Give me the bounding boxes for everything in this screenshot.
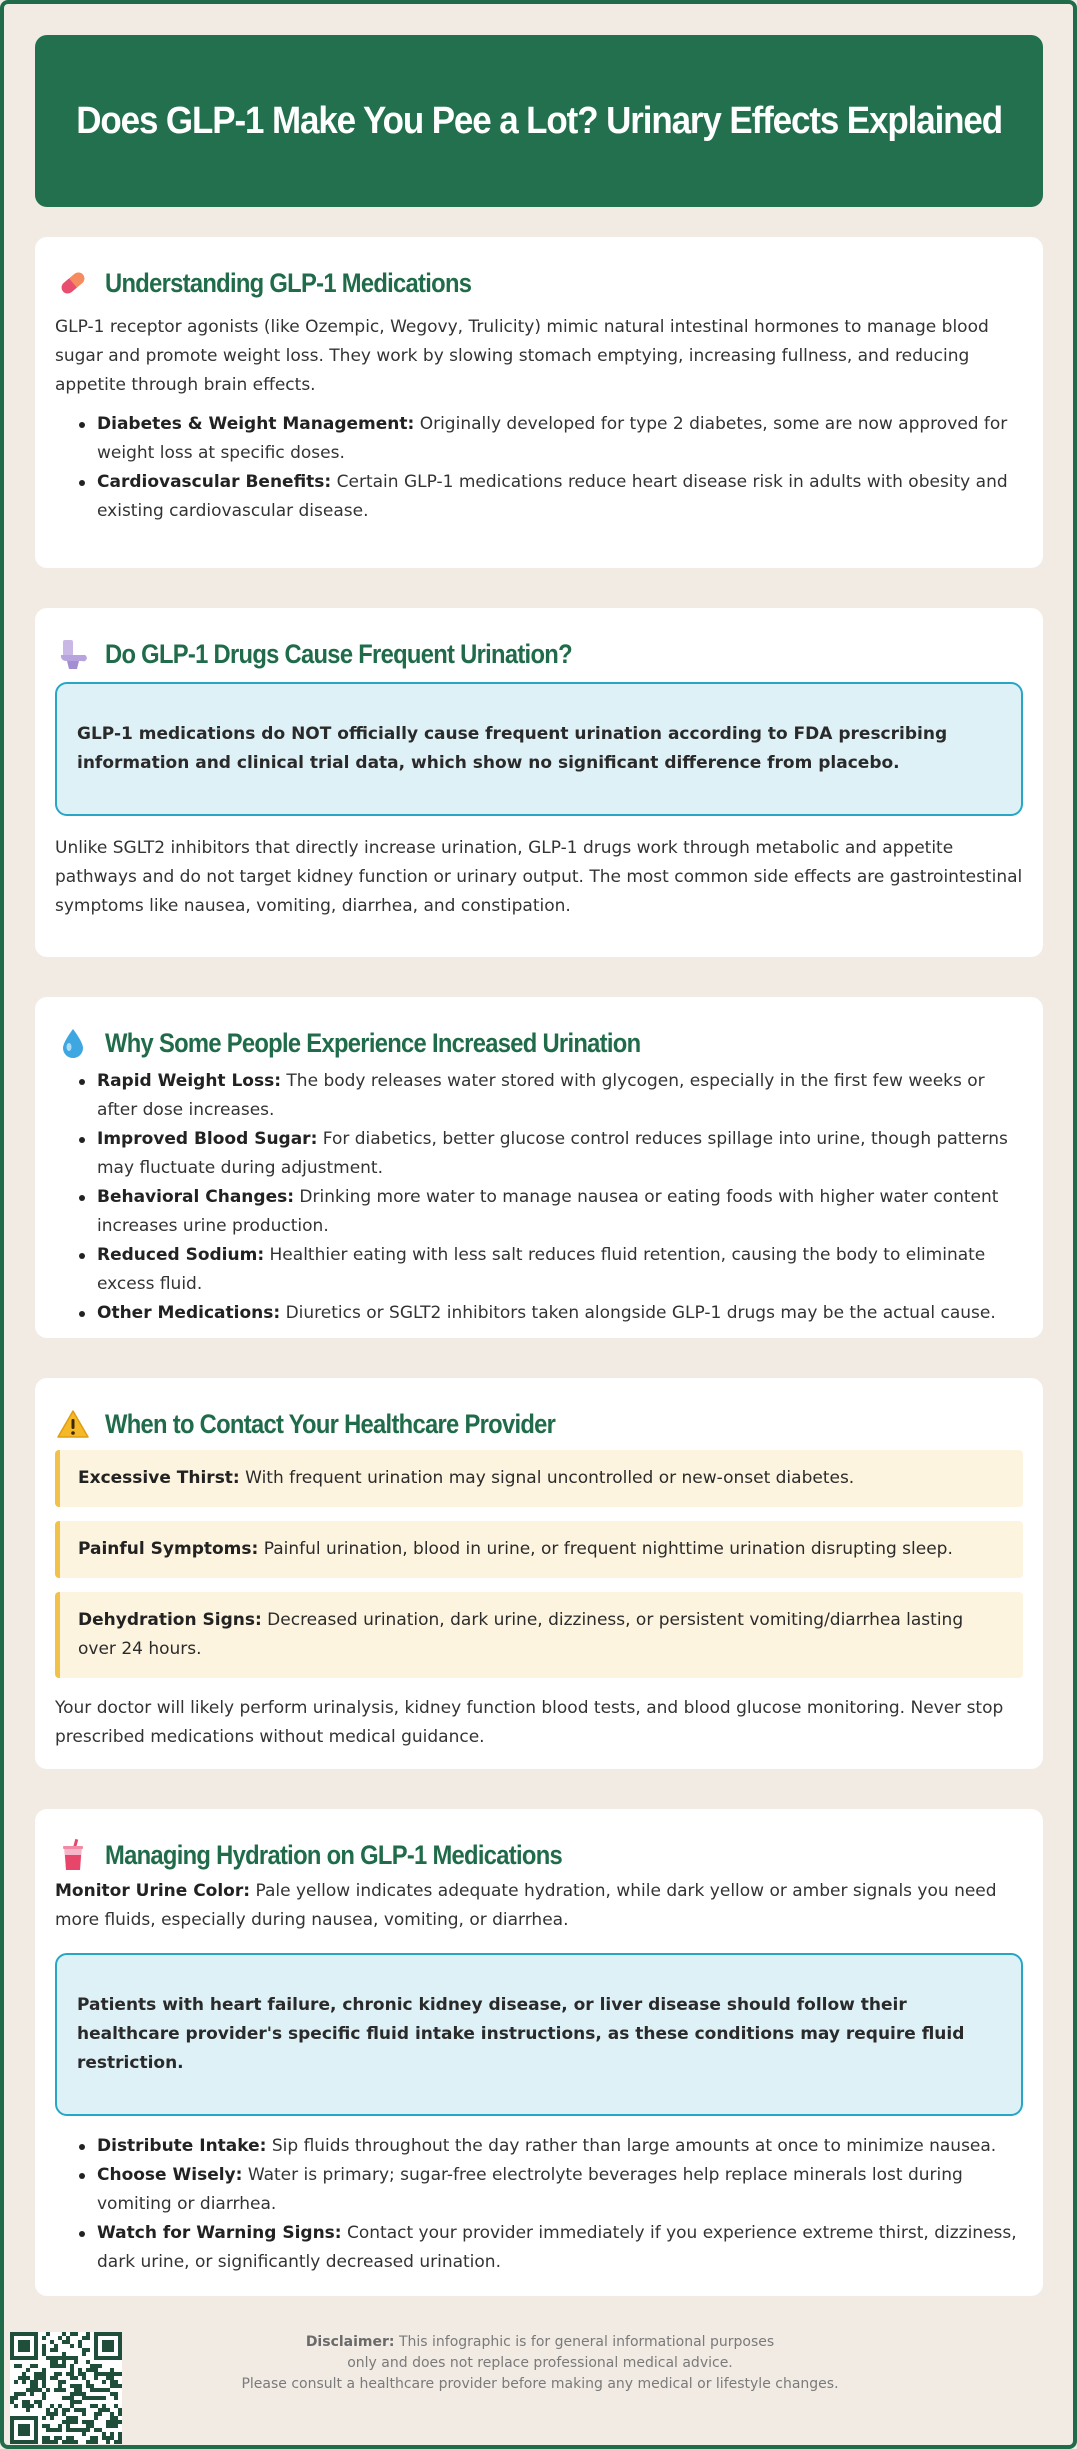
section-increased-urination xyxy=(35,997,1043,1338)
intro-label: Monitor Urine Color: xyxy=(55,1881,251,1901)
item-label: Behavioral Changes: xyxy=(97,1187,295,1207)
item-text: Originally developed for type 2 diabetes, some are now approved for weight loss at specific doses. xyxy=(97,414,1008,463)
section-contact-provider xyxy=(35,1378,1043,1769)
callout-text: Patients with heart failure, chronic kidney disease, or liver disease should follow their healthcare provider's specific fluid intake instructions, as these conditions may require fluid restriction. xyxy=(77,1995,965,2073)
list-item xyxy=(75,1299,1023,1328)
section-heading xyxy=(55,1835,1023,1875)
cup-icon xyxy=(55,1837,91,1873)
section-title: Do GLP-1 Drugs Cause Frequent Urination? xyxy=(105,638,572,669)
item-text: Water is primary; sugar-free electrolyte beverages help replace minerals lost during vomiting or diarrhea. xyxy=(97,2165,963,2214)
section-title: Managing Hydration on GLP-1 Medications xyxy=(105,1839,563,1870)
list-item xyxy=(75,1241,1023,1299)
list-item xyxy=(75,2132,1023,2161)
disclaimer-text: only and does not replace professional medical advice. xyxy=(347,2355,733,2371)
item-text: Healthier eating with less salt reduces fluid retention, causing the body to eliminate excess fluid. xyxy=(97,1245,986,1294)
fluid-callout xyxy=(55,1953,1023,2116)
warning-text: Decreased urination, dark urine, dizziness, or persistent vomiting/diarrhea lasting over 24 hours. xyxy=(78,1610,964,1659)
item-label: Cardiovascular Benefits: xyxy=(97,472,332,492)
warning-box xyxy=(55,1450,1023,1507)
item-text: Contact your provider immediately if you experience extreme thirst, dizziness, dark urine, or significantly decreased urination. xyxy=(97,2223,1017,2272)
page-header xyxy=(35,35,1043,207)
benefit-list xyxy=(55,410,1023,526)
footer xyxy=(0,2320,1077,2445)
disclaimer-label: Disclaimer: xyxy=(305,2334,395,2350)
item-label: Other Medications: xyxy=(97,1303,281,1323)
warning-text: Painful urination, blood in urine, or frequent nighttime urination disrupting sleep. xyxy=(258,1539,953,1559)
item-text: Drinking more water to manage nausea or eating foods with higher water content increases urine production. xyxy=(97,1187,999,1236)
section-managing-hydration xyxy=(35,1809,1043,2296)
item-text: For diabetics, better glucose control reduces spillage into urine, though patterns may fluctuate during adjustment. xyxy=(97,1129,1008,1178)
warning-label: Painful Symptoms: xyxy=(78,1539,259,1559)
section-title: Why Some People Experience Increased Urination xyxy=(105,1027,641,1058)
disclaimer-text: Please consult a healthcare provider before making any medical or lifestyle changes. xyxy=(241,2376,839,2392)
item-label: Improved Blood Sugar: xyxy=(97,1129,318,1149)
section-heading xyxy=(55,1023,1023,1063)
list-item xyxy=(75,468,1023,526)
page-title: Does GLP-1 Make You Pee a Lot? Urinary Effects Explained xyxy=(76,99,1002,142)
list-item xyxy=(75,1067,1023,1125)
section-heading xyxy=(55,634,1023,674)
disclaimer-text: This infographic is for general informational purposes xyxy=(394,2334,775,2350)
item-label: Diabetes & Weight Management: xyxy=(97,414,415,434)
list-item xyxy=(75,410,1023,468)
item-text: Certain GLP-1 medications reduce heart disease risk in adults with obesity and existing cardiovascular disease. xyxy=(97,472,1008,521)
section-title: Understanding GLP-1 Medications xyxy=(105,267,472,298)
warning-label: Excessive Thirst: xyxy=(78,1468,240,1488)
section-intro: GLP-1 receptor agonists (like Ozempic, Wegovy, Trulicity) mimic natural intestinal hormones to manage blood sugar and promote weight loss. They work by slowing stomach emptying, increasing fullness, and reducing appetite through brain effects. xyxy=(55,317,989,395)
fda-callout xyxy=(55,682,1023,816)
section-title: When to Contact Your Healthcare Provider xyxy=(105,1408,556,1439)
droplet-icon xyxy=(55,1025,91,1061)
warning-label: Dehydration Signs: xyxy=(78,1610,262,1630)
item-label: Distribute Intake: xyxy=(97,2136,267,2156)
item-text: Diuretics or SGLT2 inhibitors taken alongside GLP-1 drugs may be the actual cause. xyxy=(280,1303,996,1323)
item-text: The body releases water stored with glycogen, especially in the first few weeks or after dose increases. xyxy=(97,1071,985,1120)
disclaimer xyxy=(200,2332,880,2395)
section-understanding xyxy=(35,237,1043,568)
list-item xyxy=(75,2161,1023,2219)
hydration-tips-list xyxy=(55,2132,1023,2277)
section-frequent-urination xyxy=(35,608,1043,957)
list-item xyxy=(75,2219,1023,2277)
warning-box xyxy=(55,1521,1023,1578)
pill-icon xyxy=(55,265,91,301)
item-text: Sip fluids throughout the day rather than large amounts at once to minimize nausea. xyxy=(266,2136,997,2156)
toilet-icon xyxy=(55,636,91,672)
warning-icon xyxy=(55,1406,91,1442)
item-label: Watch for Warning Signs: xyxy=(97,2223,342,2243)
item-label: Reduced Sodium: xyxy=(97,1245,265,1265)
list-item xyxy=(75,1125,1023,1183)
cause-list xyxy=(55,1067,1023,1328)
intro-text: Pale yellow indicates adequate hydration, while dark yellow or amber signals you need more fluids, especially during nausea, vomiting, or diarrhea. xyxy=(55,1881,997,1930)
section-heading xyxy=(55,263,1023,303)
item-label: Choose Wisely: xyxy=(97,2165,243,2185)
warning-text: With frequent urination may signal uncontrolled or new-onset diabetes. xyxy=(239,1468,855,1488)
item-label: Rapid Weight Loss: xyxy=(97,1071,282,1091)
section-intro xyxy=(55,1877,1023,1935)
callout-text: GLP-1 medications do NOT officially cause frequent urination according to FDA prescribing information and clinical trial data, which show no significant difference from placebo. xyxy=(77,724,948,773)
list-item xyxy=(75,1183,1023,1241)
section-heading xyxy=(55,1404,1023,1444)
warning-box xyxy=(55,1592,1023,1678)
qr-code-icon xyxy=(10,2332,122,2444)
section-body: Your doctor will likely perform urinalysis, kidney function blood tests, and blood glucose monitoring. Never stop prescribed medications without medical guidance. xyxy=(55,1698,1004,1747)
section-body: Unlike SGLT2 inhibitors that directly increase urination, GLP-1 drugs work through metabolic and appetite pathways and do not target kidney function or urinary output. The most common side effects are gastrointestinal symptoms like nausea, vomiting, diarrhea, and constipation. xyxy=(55,838,1023,916)
